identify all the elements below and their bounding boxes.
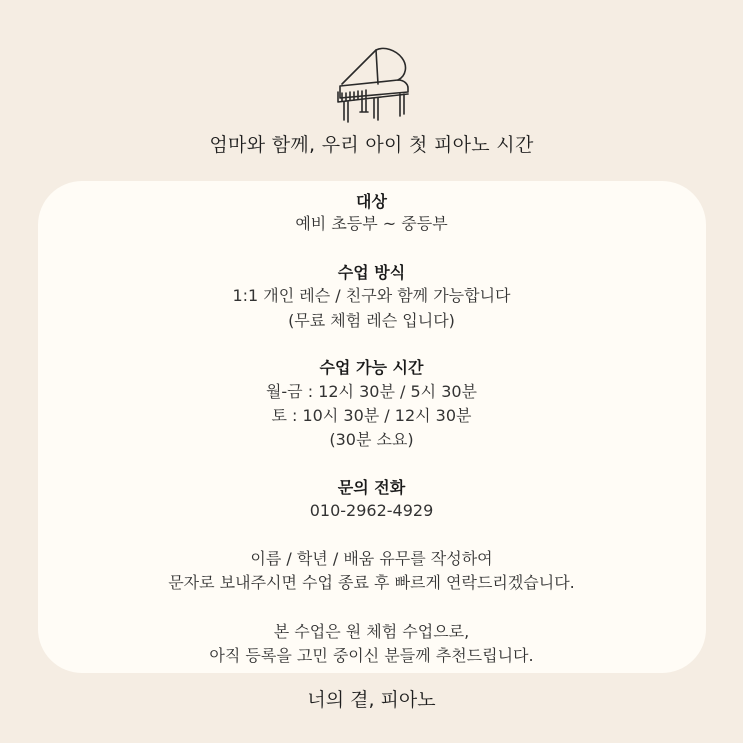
target-heading: 대상 — [356, 192, 387, 211]
footer-tagline: 너의 곁, 피아노 — [307, 689, 436, 711]
note-line-1: 본 수업은 원 체험 수업으로, — [273, 622, 470, 641]
hours-line-1: 월-금 : 12시 30분 / 5시 30분 — [265, 382, 478, 401]
note-line-2: 아직 등록을 고민 중이신 분들께 추천드립니다. — [209, 646, 534, 665]
method-heading: 수업 방식 — [337, 263, 406, 282]
instructions-line-1: 이름 / 학년 / 배움 유무를 작성하여 — [250, 549, 493, 568]
instructions-line-2: 문자로 보내주시면 수업 종료 후 빠르게 연락드리겠습니다. — [168, 573, 575, 592]
phone-number: 010-2962-4929 — [309, 501, 434, 520]
hours-heading: 수업 가능 시간 — [319, 358, 424, 377]
contact-heading: 문의 전화 — [337, 478, 406, 497]
info-card — [38, 181, 706, 673]
page-title: 엄마와 함께, 우리 아이 첫 피아노 시간 — [209, 134, 534, 156]
grand-piano-icon — [332, 46, 412, 128]
hours-line-2: 토 : 10시 30분 / 12시 30분 — [271, 406, 472, 425]
method-line-2: (무료 체험 레슨 입니다) — [288, 311, 455, 330]
hours-line-3: (30분 소요) — [329, 430, 414, 449]
target-text: 예비 초등부 ~ 중등부 — [295, 214, 448, 233]
method-line-1: 1:1 개인 레슨 / 친구와 함께 가능합니다 — [232, 286, 511, 305]
